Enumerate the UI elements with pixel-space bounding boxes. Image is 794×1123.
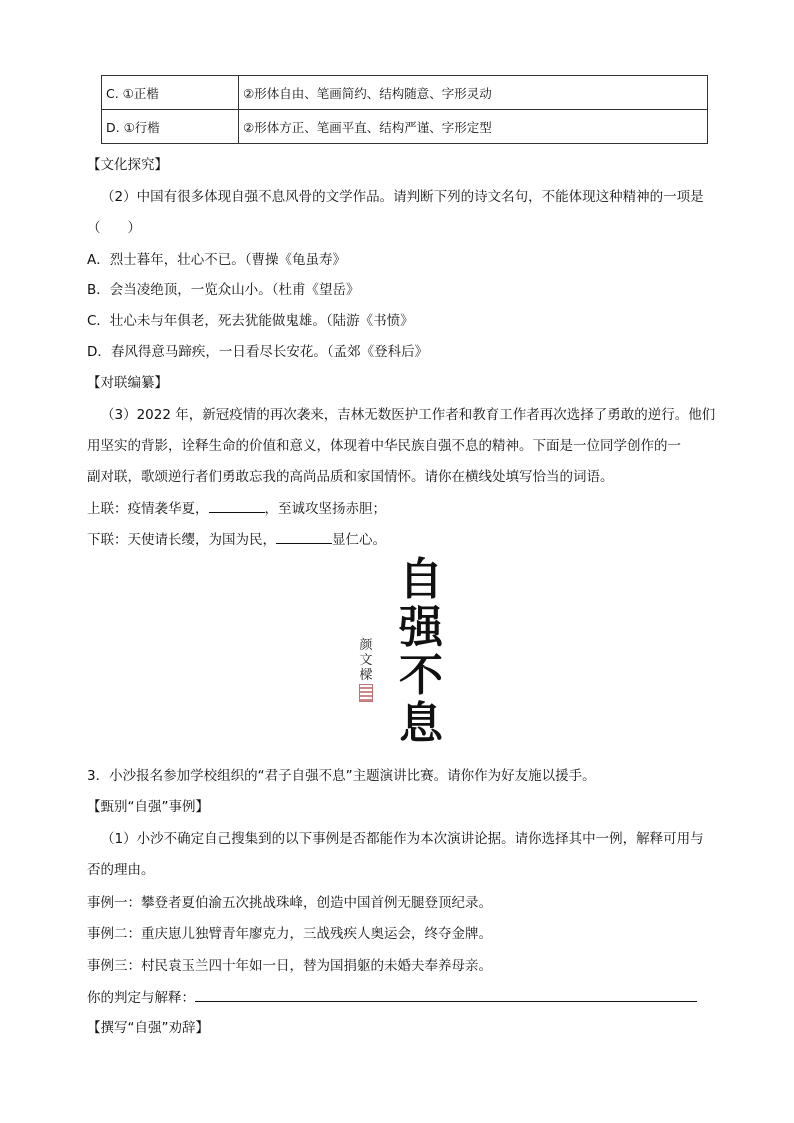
answer-row: [87, 987, 697, 1008]
section-heading-exhortation: 【撰写“自强”劝辞】: [87, 1020, 209, 1036]
calligraphy-char: 自: [399, 554, 443, 605]
example-1: 事例一：攀登者夏伯渝五次挑战珠峰，创造中国首例无腿登顶纪录。: [87, 895, 492, 911]
question-3-line-2: 用坚实的背影，诠释生命的价值和意义，体现着中华民族自强不息的精神。下面是一位同学创作的一: [87, 438, 681, 454]
sub-question-1-line-2: 否的理由。: [87, 862, 155, 878]
calligraphy-char: 强: [399, 602, 443, 653]
signature-char: 樑: [359, 668, 373, 683]
couplet-upper-line: [87, 498, 386, 519]
answer-label: 你的判定与解释：: [87, 990, 195, 1006]
question-2-text: （2）中国有很多体现自强不息风骨的文学作品。请判断下列的诗文名句，不能体现这种精神的一项是: [101, 189, 704, 205]
couplet-upper-prefix: 上联：疫情袭华夏，: [87, 501, 209, 517]
couplet-lower-suffix: 显仁心。: [332, 532, 386, 548]
table-cell-description: ②形体自由、笔画简约、结构随意、字形灵动: [239, 76, 708, 110]
calligraphy-char: 不: [399, 650, 443, 701]
section-heading-couplet: 【对联编纂】: [87, 375, 168, 391]
example-3: 事例三：村民袁玉兰四十年如一日，替为国捐躯的未婚夫奉养母亲。: [87, 958, 492, 974]
couplet-lower-prefix: 下联：天使请长缨，为国为民，: [87, 532, 276, 548]
option-a: A．烈士暮年，壮心不已。（曹操《龟虽寿》: [87, 252, 346, 268]
option-c: C．壮心未与年俱老，死去犹能做鬼雄。（陆游《书愤》: [87, 313, 414, 329]
table-row: [102, 76, 708, 110]
table-cell-option: C. ①正楷: [102, 76, 239, 110]
couplet-lower-line: [87, 529, 386, 550]
red-seal-stamp: [359, 684, 373, 702]
couplet-lower-blank[interactable]: [276, 529, 332, 544]
calligraphy-char: 息: [399, 698, 443, 749]
section-heading-culture: 【文化探究】: [87, 157, 168, 173]
calligraphy-image: [340, 556, 450, 756]
calligraphy-main-text: [396, 556, 446, 748]
answer-paren: （ ）: [87, 220, 141, 236]
section-heading-examples: 【甄别“自强”事例】: [87, 799, 209, 815]
couplet-upper-suffix: ，至诚攻坚扬赤胆；: [264, 501, 386, 517]
signature-char: 颜: [359, 638, 373, 653]
table-cell-description: ②形体方正、笔画平直、结构严谨、字形定型: [239, 110, 708, 144]
table-cell-option: D. ①行楷: [102, 110, 239, 144]
question-3-line-1: （3）2022 年，新冠疫情的再次袭来，吉林无数医护工作者和教育工作者再次选择了勇敢的逆行。他们: [101, 407, 716, 423]
example-2: 事例二：重庆崽儿独臂青年廖克力，三战残疾人奥运会，终夺金牌。: [87, 926, 492, 942]
style-options-table: [101, 75, 708, 144]
signature-char: 文: [359, 653, 373, 668]
option-b: B．会当凌绝顶，一览众山小。（杜甫《望岳》: [87, 282, 360, 298]
table-row: [102, 110, 708, 144]
option-d: D．春风得意马蹄疾，一日看尽长安花。（孟郊《登科后》: [87, 344, 429, 360]
calligraphy-signature: [358, 638, 374, 683]
sub-question-1-line-1: （1）小沙不确定自己搜集到的以下事例是否都能作为本次演讲论据。请你选择其中一例，解释可用与: [101, 831, 704, 847]
question-3-line-3: 副对联，歌颂逆行者们勇敢忘我的高尚品质和家国情怀。请你在横线处填写恰当的词语。: [87, 469, 614, 485]
answer-blank[interactable]: [195, 987, 697, 1002]
question-3-intro: 3．小沙报名参加学校组织的“君子自强不息”主题演讲比赛。请你作为好友施以援手。: [87, 768, 596, 784]
couplet-upper-blank[interactable]: [209, 498, 265, 513]
